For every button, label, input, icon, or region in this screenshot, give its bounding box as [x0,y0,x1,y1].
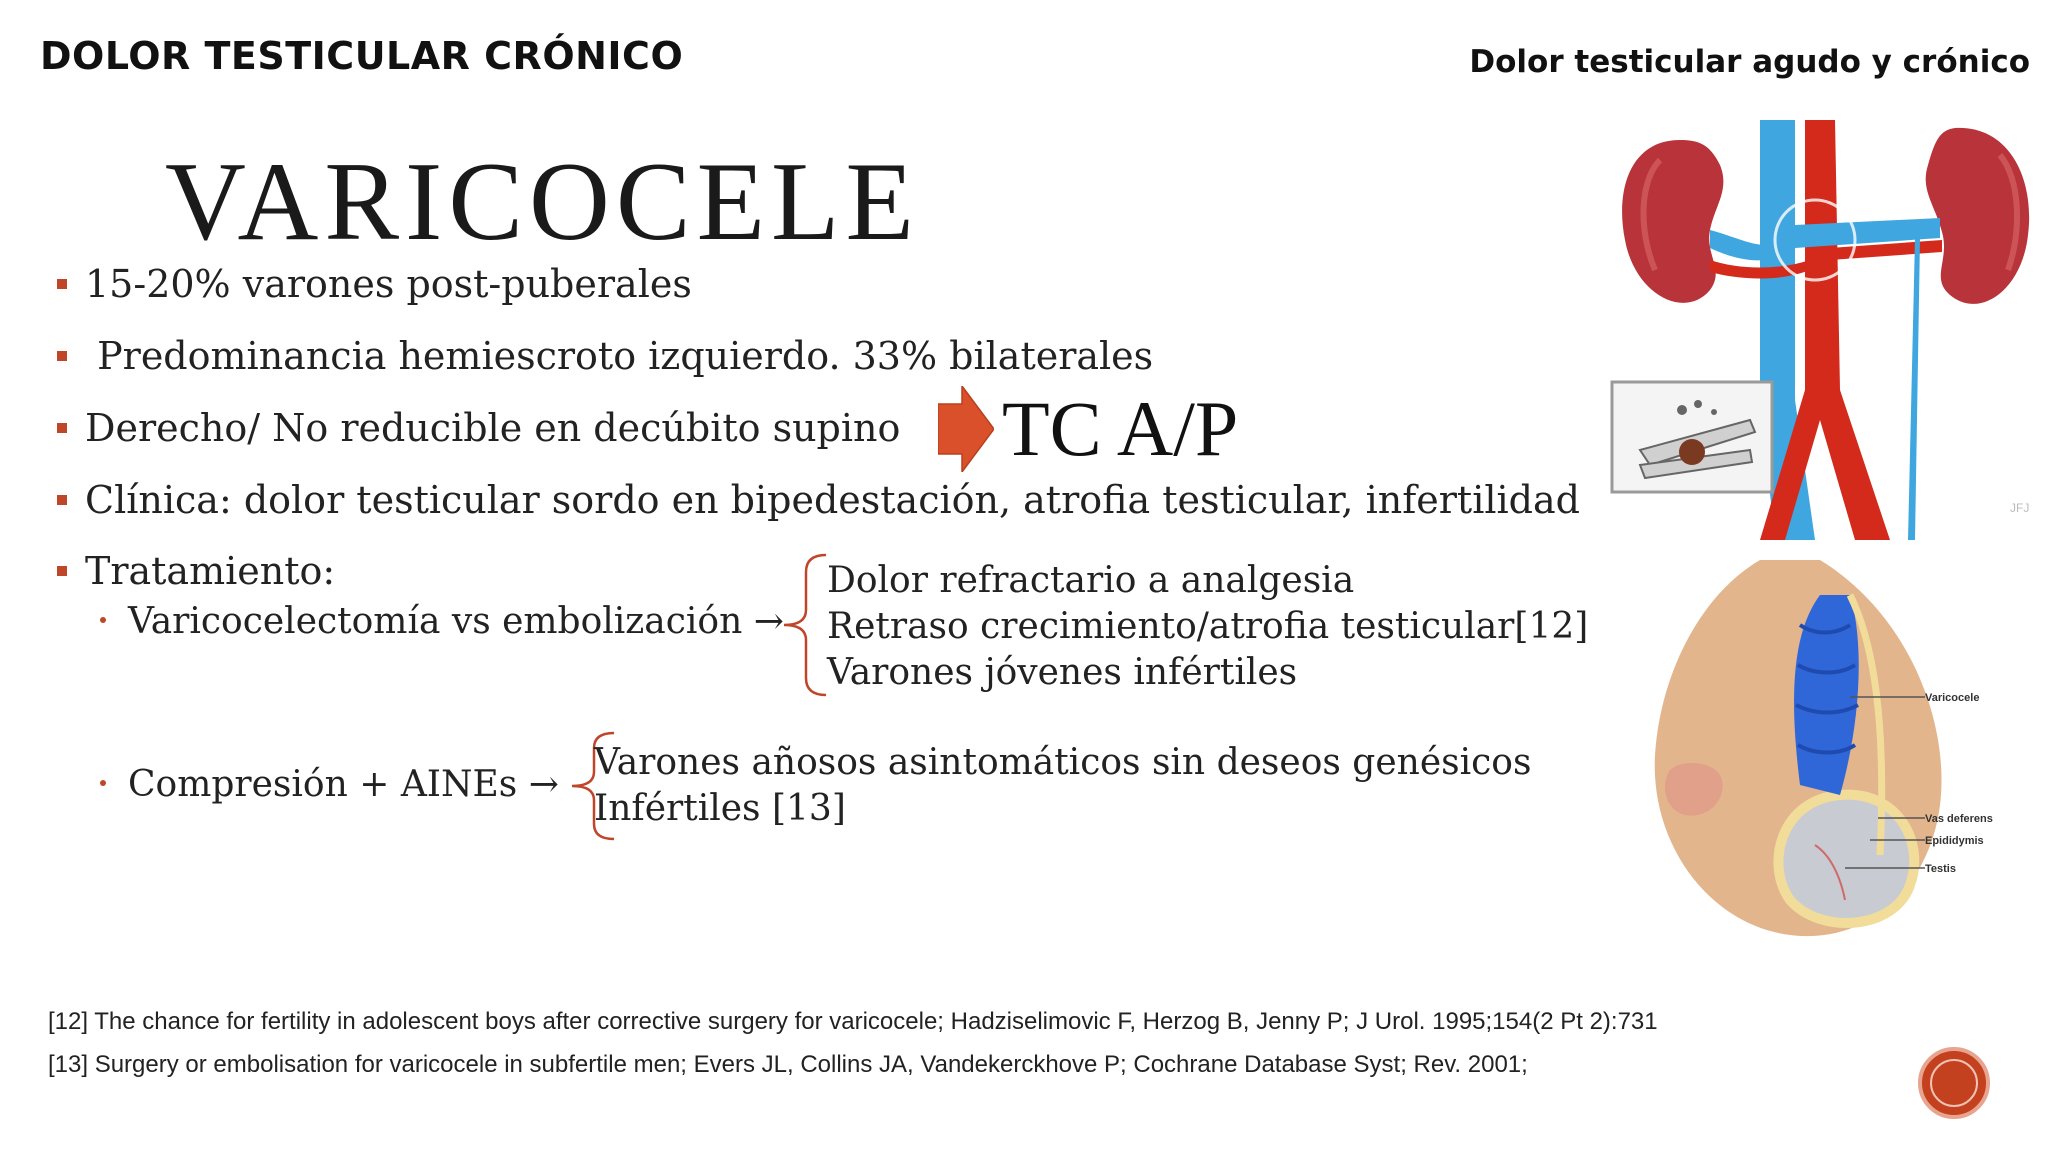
right-arrow-icon [938,386,994,472]
bullet-item [57,262,692,306]
section-title: DOLOR TESTICULAR CRÓNICO [40,34,684,78]
arrow-label: TC A/P [1002,385,1239,472]
curly-brace-icon [778,552,830,698]
bullet-marker [57,423,67,433]
bullet-marker [57,495,67,505]
next-slide-button[interactable] [1918,1047,1990,1119]
label-epididymis: Epididymis [1925,835,1984,847]
bullet-item [57,406,900,450]
bullet-marker [57,351,67,361]
bullet-item [57,478,1580,522]
treatment-label: Compresión + AINEs → [128,764,559,805]
indication-line: Varones añosos asintomáticos sin deseos genésicos [594,742,1532,783]
bullet-item [57,549,335,593]
bullet-marker [57,279,67,289]
indication-line: Retraso crecimiento/atrofia testicular[12] [827,606,1589,647]
signature-text: JFJ [2010,501,2030,515]
bullet-text: Predominancia hemiescroto izquierdo. 33% bilaterales [85,334,1154,378]
sub-bullet-item [100,601,784,642]
reference-line: [12] The chance for fertility in adolescent boys after corrective surgery for varicocele; Hadziselimovic F, Herzog B, Jenny P; J Urol. 1995;154(2 Pt 2):731 [48,1008,1658,1035]
varicocele-illustration [1640,555,2010,945]
bullet-text: 15-20% varones post-puberales [85,262,692,306]
nav-button-ring [1930,1059,1978,1107]
sub-bullet-marker [100,780,106,786]
label-testis: Testis [1925,863,1956,875]
sub-bullet-item [100,764,559,805]
bullet-item [57,334,1153,378]
bullet-text: Derecho/ No reducible en decúbito supino [85,406,901,450]
bullet-text: Tratamiento: [85,549,336,593]
bullet-text: Clínica: dolor testicular sordo en bipedestación, atrofia testicular, infertilidad [85,478,1580,522]
bullet-marker [57,566,67,576]
slide-heading: VARICOCELE [165,140,920,264]
indication-line: Varones jóvenes infértiles [827,652,1298,693]
indication-line: Dolor refractario a analgesia [827,560,1355,601]
treatment-label: Varicocelectomía vs embolización → [128,601,784,642]
kidney-vessels-illustration [1610,120,2040,540]
label-varicocele: Varicocele [1925,692,1980,704]
indication-line: Infértiles [13] [594,788,846,829]
reference-line: [13] Surgery or embolisation for varicocele in subfertile men; Evers JL, Collins JA, Vandekerckhove P; Cochrane Database Syst; Rev. 2001; [48,1051,1528,1078]
label-vas-deferens: Vas deferens [1925,813,1993,825]
deck-title: Dolor testicular agudo y crónico [1469,44,2030,80]
sub-bullet-marker [100,617,106,623]
